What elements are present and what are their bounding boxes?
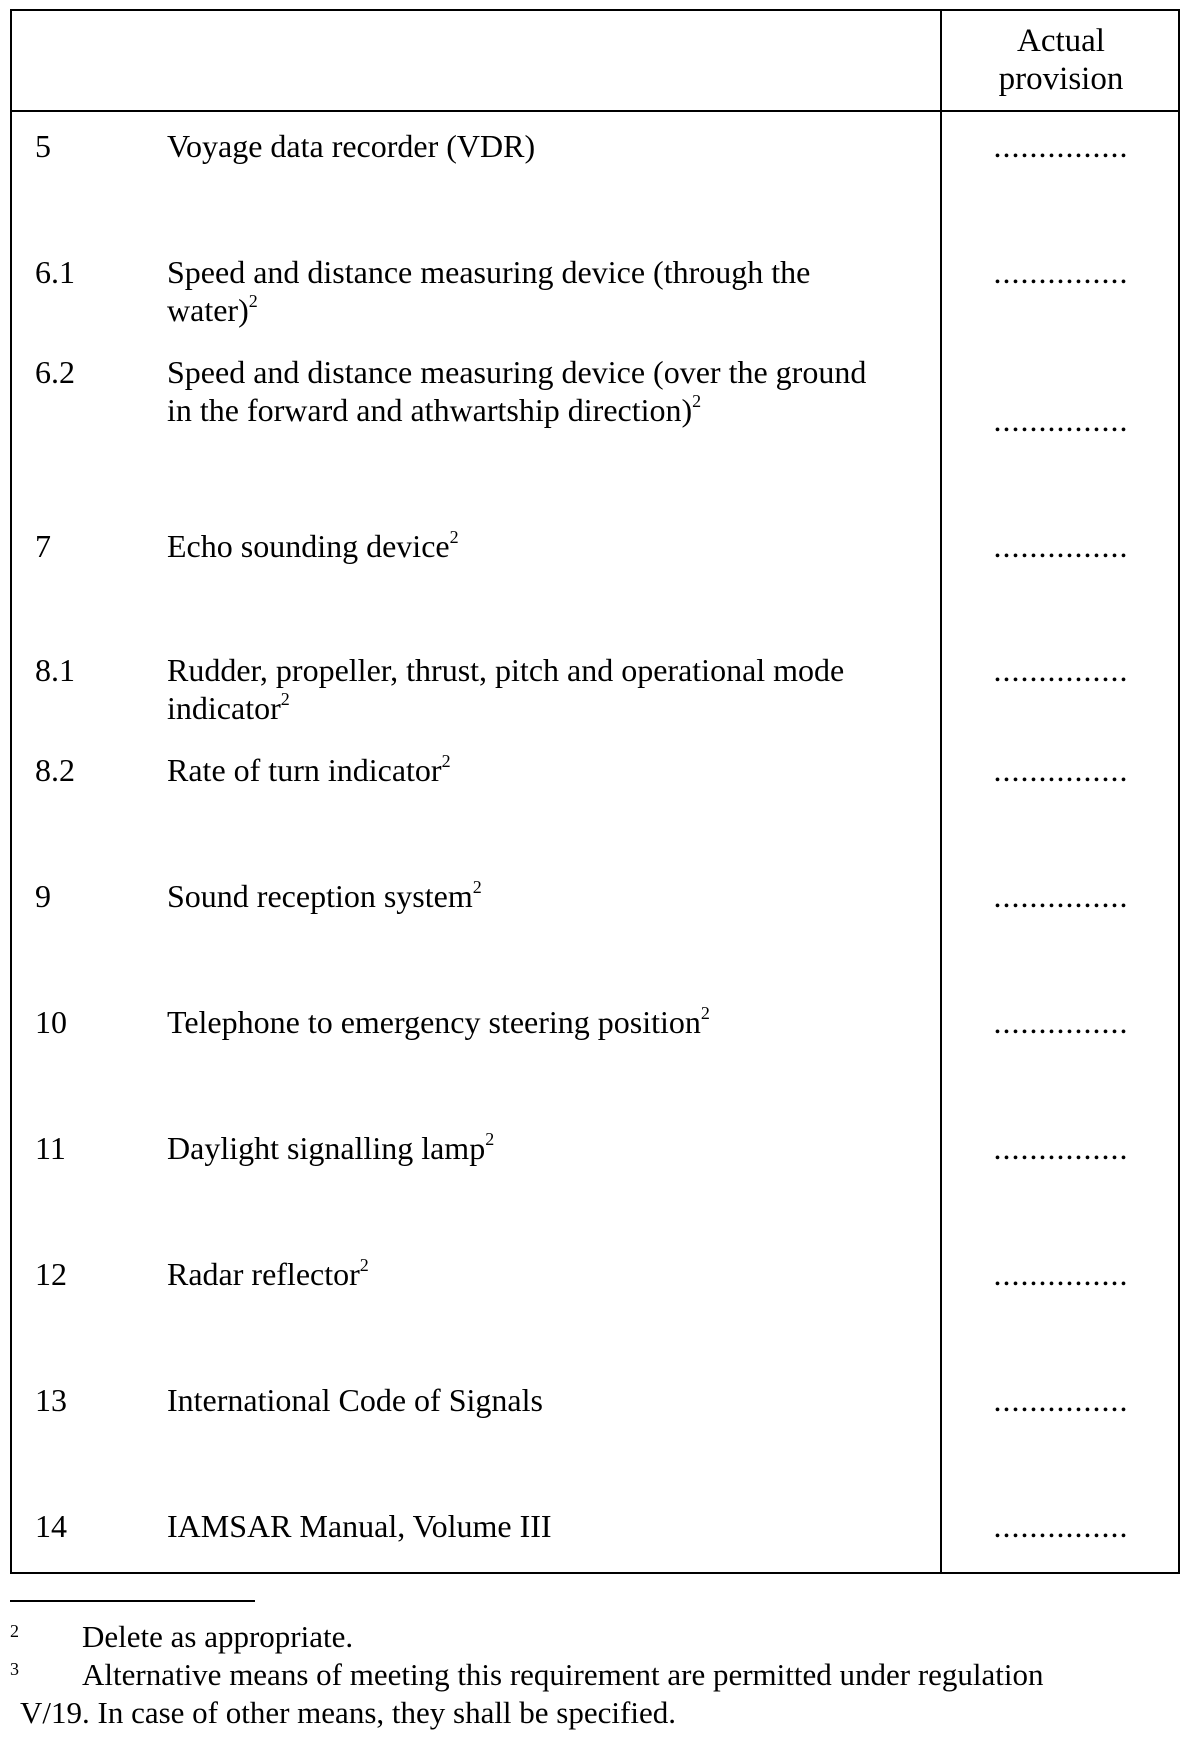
- item-number: 10: [35, 1004, 67, 1040]
- header-line-2: provision: [998, 61, 1124, 97]
- actual-provision-field: ...............: [993, 254, 1129, 290]
- item-description: International Code of Signals: [167, 1382, 543, 1418]
- item-number: 9: [35, 878, 51, 914]
- item-number: 6.2: [35, 354, 75, 390]
- actual-provision-field: ...............: [993, 528, 1129, 564]
- footnote-text-line-2: V/19. In case of other means, they shall be specified.: [20, 1695, 676, 1730]
- item-number: 12: [35, 1256, 67, 1292]
- item-description: Radar reflector$^2$: [167, 1255, 369, 1292]
- footnote-mark: 2: [10, 1621, 19, 1641]
- footnote-ref: 2: [700, 1003, 710, 1023]
- footnote-ref: 2: [485, 1129, 495, 1149]
- footnote-separator: [10, 1600, 255, 1602]
- item-number: 13: [35, 1382, 67, 1418]
- actual-provision-field: ...............: [993, 1256, 1129, 1292]
- actual-provision-field: ...............: [993, 1382, 1129, 1418]
- footnote-text-line-1: Alternative means of meeting this requirement are permitted under regulation: [82, 1657, 1044, 1692]
- actual-provision-field: ...............: [993, 1130, 1129, 1166]
- item-number: 6.1: [35, 254, 75, 290]
- footnote-ref: 2: [280, 689, 290, 709]
- item-description: Voyage data recorder (VDR): [167, 128, 536, 164]
- equipment-table: [10, 9, 1180, 1574]
- footnote-ref: 2: [359, 1255, 369, 1275]
- item-number: 14: [35, 1508, 67, 1544]
- item-description: Speed and distance measuring device (through the water)$^2$: [167, 254, 811, 328]
- actual-provision-field: ...............: [993, 1508, 1129, 1544]
- item-description: Rudder, propeller, thrust, pitch and operational mode indicator$^2$: [167, 652, 845, 726]
- item-description: Daylight signalling lamp$^2$: [167, 1129, 495, 1166]
- actual-provision-field: ...............: [993, 878, 1129, 914]
- footnote-ref: 2: [472, 877, 482, 897]
- header-line-1: Actual: [1017, 23, 1105, 59]
- item-description: IAMSAR Manual, Volume III: [167, 1508, 552, 1544]
- item-description: Telephone to emergency steering position$^2$: [167, 1003, 710, 1040]
- actual-provision-field: ...............: [993, 402, 1129, 438]
- item-description: Echo sounding device$^2$: [167, 527, 459, 564]
- footnote-ref: 2: [449, 527, 459, 547]
- footnote-text: Delete as appropriate.: [82, 1619, 354, 1654]
- actual-provision-field: ...............: [993, 128, 1129, 164]
- actual-provision-field: ...............: [993, 1004, 1129, 1040]
- item-number: 11: [35, 1130, 66, 1166]
- footnote-ref: 2: [692, 391, 702, 411]
- item-description: Rate of turn indicator$^2$: [167, 751, 451, 788]
- item-number: 8.1: [35, 652, 75, 688]
- header-rule: [10, 110, 1180, 112]
- column-header-actual-provision: [942, 22, 1180, 98]
- actual-provision-field: ...............: [993, 752, 1129, 788]
- column-divider: [940, 9, 942, 1574]
- footnote-ref: 2: [248, 291, 258, 311]
- item-number: 8.2: [35, 752, 75, 788]
- item-description: Speed and distance measuring device (over the ground in the forward and athwartship direction)$^2$: [167, 354, 867, 428]
- item-number: 7: [35, 528, 51, 564]
- footnote-mark: 3: [10, 1659, 19, 1679]
- item-number: 5: [35, 128, 51, 164]
- actual-provision-field: ...............: [993, 652, 1129, 688]
- item-description: Sound reception system$^2$: [167, 877, 482, 914]
- footnote-ref: 2: [441, 751, 451, 771]
